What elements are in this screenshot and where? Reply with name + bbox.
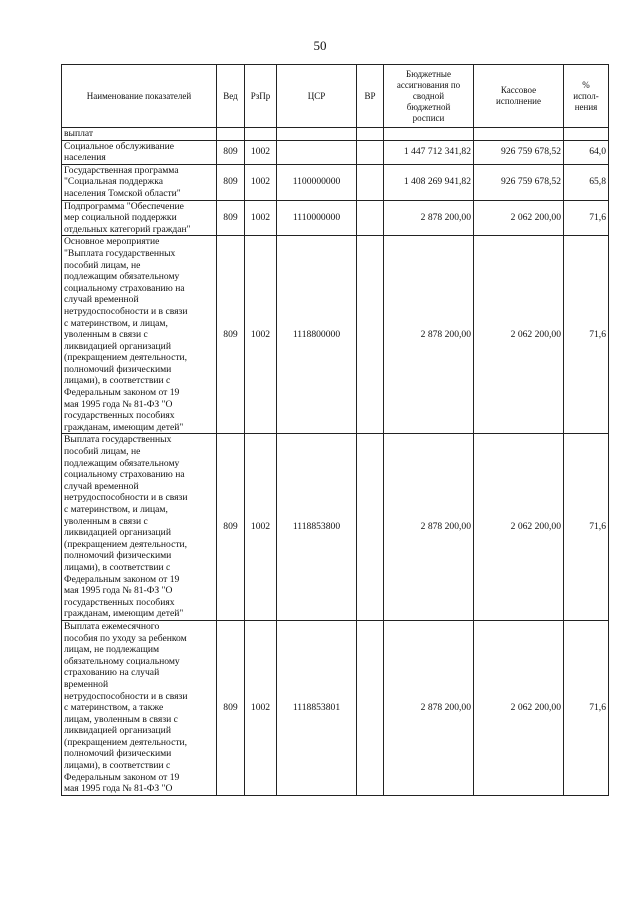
table-header-row [62,65,609,128]
cell-cash-execution: 2 062 200,00 [474,620,564,795]
cell-csr: 1118853800 [277,434,357,621]
cell-cash-execution: 926 759 678,52 [474,140,564,164]
cell-rzpr: 1002 [245,236,277,434]
cell-vr [357,200,384,236]
cell-csr [277,140,357,164]
cell-rzpr: 1002 [245,164,277,200]
cell-assignments [384,128,474,141]
cell-assignments: 2 878 200,00 [384,434,474,621]
cell-rzpr: 1002 [245,200,277,236]
cell-assignments: 2 878 200,00 [384,620,474,795]
cell-assignments: 1 408 269 941,82 [384,164,474,200]
cell-ved: 809 [217,164,245,200]
cell-percent [564,128,609,141]
cell-name: Социальное обслуживание населения [62,140,217,164]
cell-ved: 809 [217,236,245,434]
table-row [62,236,609,434]
cell-cash-execution: 2 062 200,00 [474,200,564,236]
cell-cash-execution [474,128,564,141]
budget-table [61,64,609,796]
cell-percent: 71,6 [564,434,609,621]
cell-cash-execution: 926 759 678,52 [474,164,564,200]
table-row [62,140,609,164]
header-rzpr: РзПр [245,65,277,128]
cell-ved [217,128,245,141]
page-number: 50 [313,38,327,53]
header-cash-execution: Кассовое исполнение [474,65,564,128]
cell-cash-execution: 2 062 200,00 [474,434,564,621]
cell-percent: 64,0 [564,140,609,164]
cell-percent: 65,8 [564,164,609,200]
table-row [62,200,609,236]
cell-vr [357,140,384,164]
cell-vr [357,236,384,434]
cell-rzpr: 1002 [245,620,277,795]
cell-ved: 809 [217,434,245,621]
cell-vr [357,128,384,141]
cell-csr [277,128,357,141]
cell-csr: 1118853801 [277,620,357,795]
header-vr: ВР [357,65,384,128]
header-name: Наименование показателей [62,65,217,128]
header-assignments: Бюджетные ассигнования по сводной бюджетной росписи [384,65,474,128]
cell-csr: 1110000000 [277,200,357,236]
header-csr: ЦСР [277,65,357,128]
cell-name: Основное мероприятие "Выплата государственных пособий лицам, не подлежащим обязательному социальному страхованию на случай временной нетрудоспособности и в связи с материнством, и лицам, уволенным в связи с ликвидацией организаций (прекращением деятельности, полномочий физическими лицами), в соответствии с Федеральным законом от 19 мая 1995 года № 81-ФЗ "О государственных пособиях гражданам, имеющим детей" [62,236,217,434]
cell-rzpr [245,128,277,141]
cell-ved: 809 [217,200,245,236]
cell-csr: 1118800000 [277,236,357,434]
cell-name: Государственная программа "Социальная поддержка населения Томской области" [62,164,217,200]
cell-csr: 1100000000 [277,164,357,200]
cell-vr [357,620,384,795]
cell-assignments: 2 878 200,00 [384,236,474,434]
cell-assignments: 2 878 200,00 [384,200,474,236]
cell-percent: 71,6 [564,620,609,795]
table-body [62,128,609,796]
cell-percent: 71,6 [564,200,609,236]
cell-name: выплат [62,128,217,141]
cell-ved: 809 [217,620,245,795]
table-row [62,620,609,795]
cell-vr [357,164,384,200]
cell-ved: 809 [217,140,245,164]
cell-cash-execution: 2 062 200,00 [474,236,564,434]
header-percent: % испол- нения [564,65,609,128]
cell-rzpr: 1002 [245,434,277,621]
header-ved: Вед [217,65,245,128]
table-row [62,164,609,200]
cell-name: Выплата ежемесячного пособия по уходу за ребенком лицам, не подлежащим обязательному социальному страхованию на случай временной нетрудоспособности и в связи с материнством, а также лицам, уволенным в связи с ликвидацией организаций (прекращением деятельности, полномочий физическими лицами), в соответствии с Федеральным законом от 19 мая 1995 года № 81-ФЗ "О [62,620,217,795]
cell-percent: 71,6 [564,236,609,434]
cell-assignments: 1 447 712 341,82 [384,140,474,164]
cell-rzpr: 1002 [245,140,277,164]
table-row [62,128,609,141]
cell-name: Выплата государственных пособий лицам, не подлежащим обязательному социальному страхованию на случай временной нетрудоспособности и в связи с материнством, и лицам, уволенным в связи с ликвидацией организаций (прекращением деятельности, полномочий физическими лицами), в соответствии с Федеральным законом от 19 мая 1995 года № 81-ФЗ "О государственных пособиях гражданам, имеющим детей" [62,434,217,621]
cell-vr [357,434,384,621]
cell-name: Подпрограмма "Обеспечение мер социальной поддержки отдельных категорий граждан" [62,200,217,236]
table-row [62,434,609,621]
